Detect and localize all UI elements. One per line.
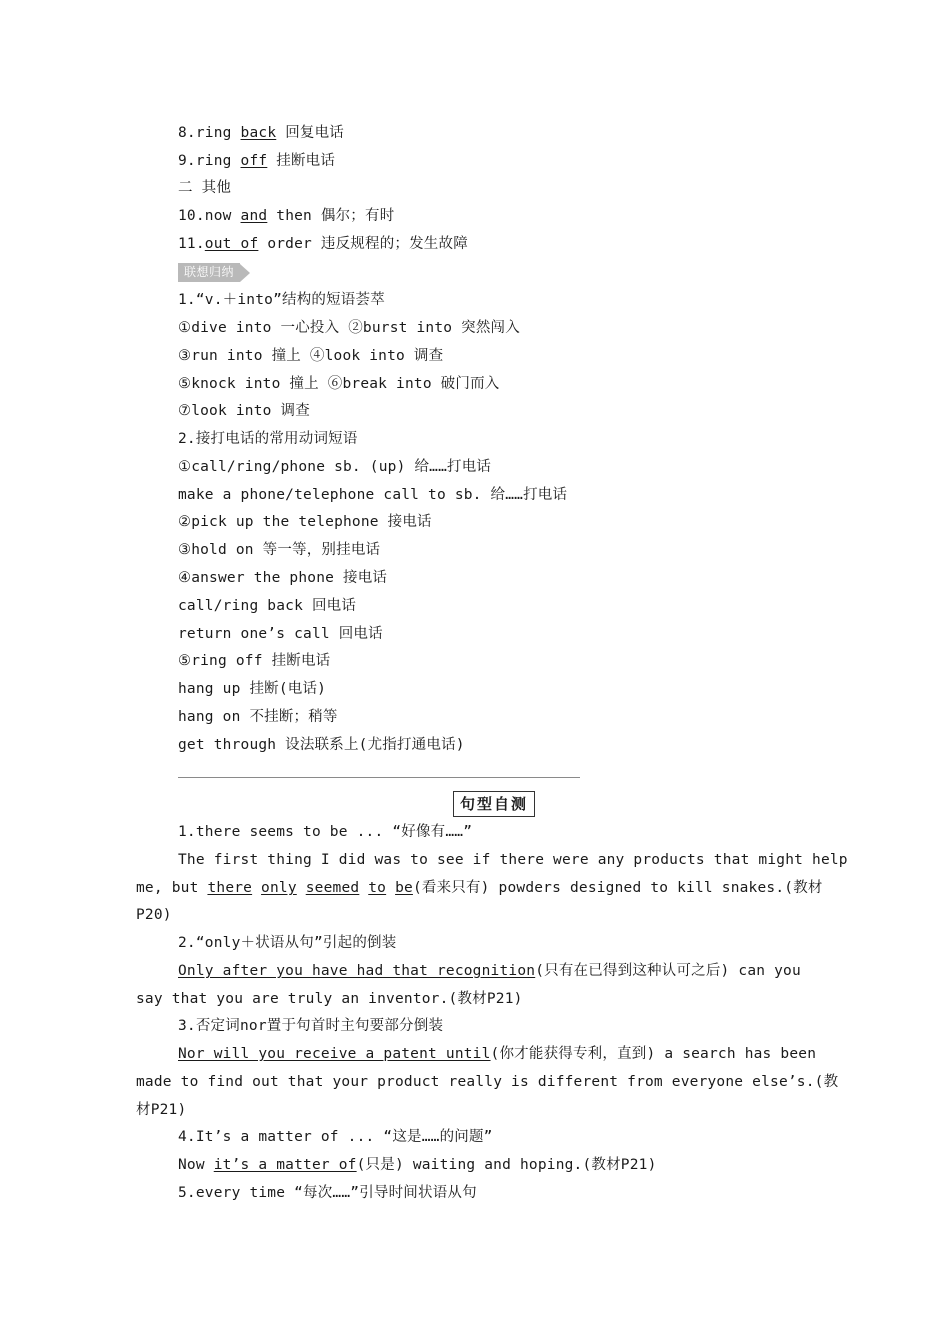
answer-blank: off	[240, 153, 268, 169]
group2-line: call/ring back 回电话	[178, 598, 357, 614]
tag-arrow-icon	[240, 264, 250, 282]
group2-line: ③hold on 等一等，别挂电话	[178, 542, 381, 558]
group2-line: hang on 不挂断；稍等	[178, 709, 338, 725]
other-line-11: 11.out of order 违反规程的；发生故障	[178, 236, 468, 252]
sentence-1-text: me, but there only seemed to be(看来只有) powders designed to kill snakes.(教材	[136, 880, 823, 896]
vocab-line-8: 8.ring back 回复电话	[178, 125, 344, 141]
section-tag-label: 联想归纳	[178, 263, 240, 282]
sentence-1-text: P20)	[136, 907, 172, 923]
sentence-3-text: 材P21)	[136, 1102, 187, 1118]
group2-line: ②pick up the telephone 接电话	[178, 514, 432, 530]
sentence-4-text: Now it’s a matter of(只是) waiting and hoping.(教材P21)	[178, 1157, 657, 1173]
sentence-2-text: Only after you have had that recognition(只有在已得到这种认可之后) can you	[178, 963, 801, 979]
group2-line: hang up 挂断(电话)	[178, 681, 327, 697]
group2-line: ④answer the phone 接电话	[178, 570, 388, 586]
group1-line: ⑤knock into 撞上 ⑥break into 破门而入	[178, 376, 500, 392]
section-tag	[178, 263, 250, 282]
vocab-line-9: 9.ring off 挂断电话	[178, 153, 336, 169]
sentence-3-text: Nor will you receive a patent until(你才能获得专利，直到) a search has been	[178, 1046, 817, 1062]
answer-blank: Only after you have had that recognition	[178, 963, 536, 979]
other-line-10: 10.now and then 偶尔；有时	[178, 208, 395, 224]
answer-blank: out of	[204, 236, 259, 252]
sentence-1-heading: 1.there seems to be ... “好像有……”	[178, 824, 473, 840]
group1-line: ①dive into 一心投入 ②burst into 突然闯入	[178, 320, 520, 336]
answer-blank: and	[240, 208, 268, 224]
group2-line: make a phone/telephone call to sb. 给……打电话	[178, 487, 568, 503]
group2-line: return one’s call 回电话	[178, 626, 383, 642]
answer-blank: back	[240, 125, 277, 141]
sentence-3-text: made to find out that your product really is different from everyone else’s.(教	[136, 1074, 839, 1090]
sentence-1-text: The first thing I did was to see if there were any products that might help	[178, 852, 848, 868]
answer-blank: seemed	[305, 880, 360, 896]
group1-line: ⑦look into 调查	[178, 403, 310, 419]
section-divider	[178, 777, 580, 778]
sentence-2-text: say that you are truly an inventor.(教材P21)	[136, 991, 523, 1007]
group2-line: get through 设法联系上(尤指打通电话)	[178, 737, 465, 753]
group1-line: ③run into 撞上 ④look into 调查	[178, 348, 444, 364]
answer-blank: it’s a matter of	[213, 1157, 357, 1173]
answer-blank: only	[261, 880, 297, 896]
group1-heading: 1.“v.＋into”结构的短语荟萃	[178, 292, 385, 308]
sentence-2-heading: 2.“only＋状语从句”引起的倒装	[178, 935, 397, 951]
answer-blank: there	[207, 880, 253, 896]
answer-blank: to	[368, 880, 387, 896]
group2-line: ⑤ring off 挂断电话	[178, 653, 331, 669]
answer-blank: Nor will you receive a patent until	[178, 1046, 491, 1062]
section-heading-other: 二 其他	[178, 180, 232, 196]
answer-blank: be	[395, 880, 413, 896]
group2-heading: 2.接打电话的常用动词短语	[178, 431, 358, 447]
sentence-4-heading: 4.It’s a matter of ... “这是……的问题”	[178, 1129, 493, 1145]
sentence-5-heading: 5.every time “每次……”引导时间状语从句	[178, 1185, 477, 1201]
group2-line: ①call/ring/phone sb. (up) 给……打电话	[178, 459, 492, 475]
boxed-section-title: 句型自测	[453, 791, 535, 817]
sentence-3-heading: 3.否定词nor置于句首时主句要部分倒装	[178, 1018, 444, 1034]
